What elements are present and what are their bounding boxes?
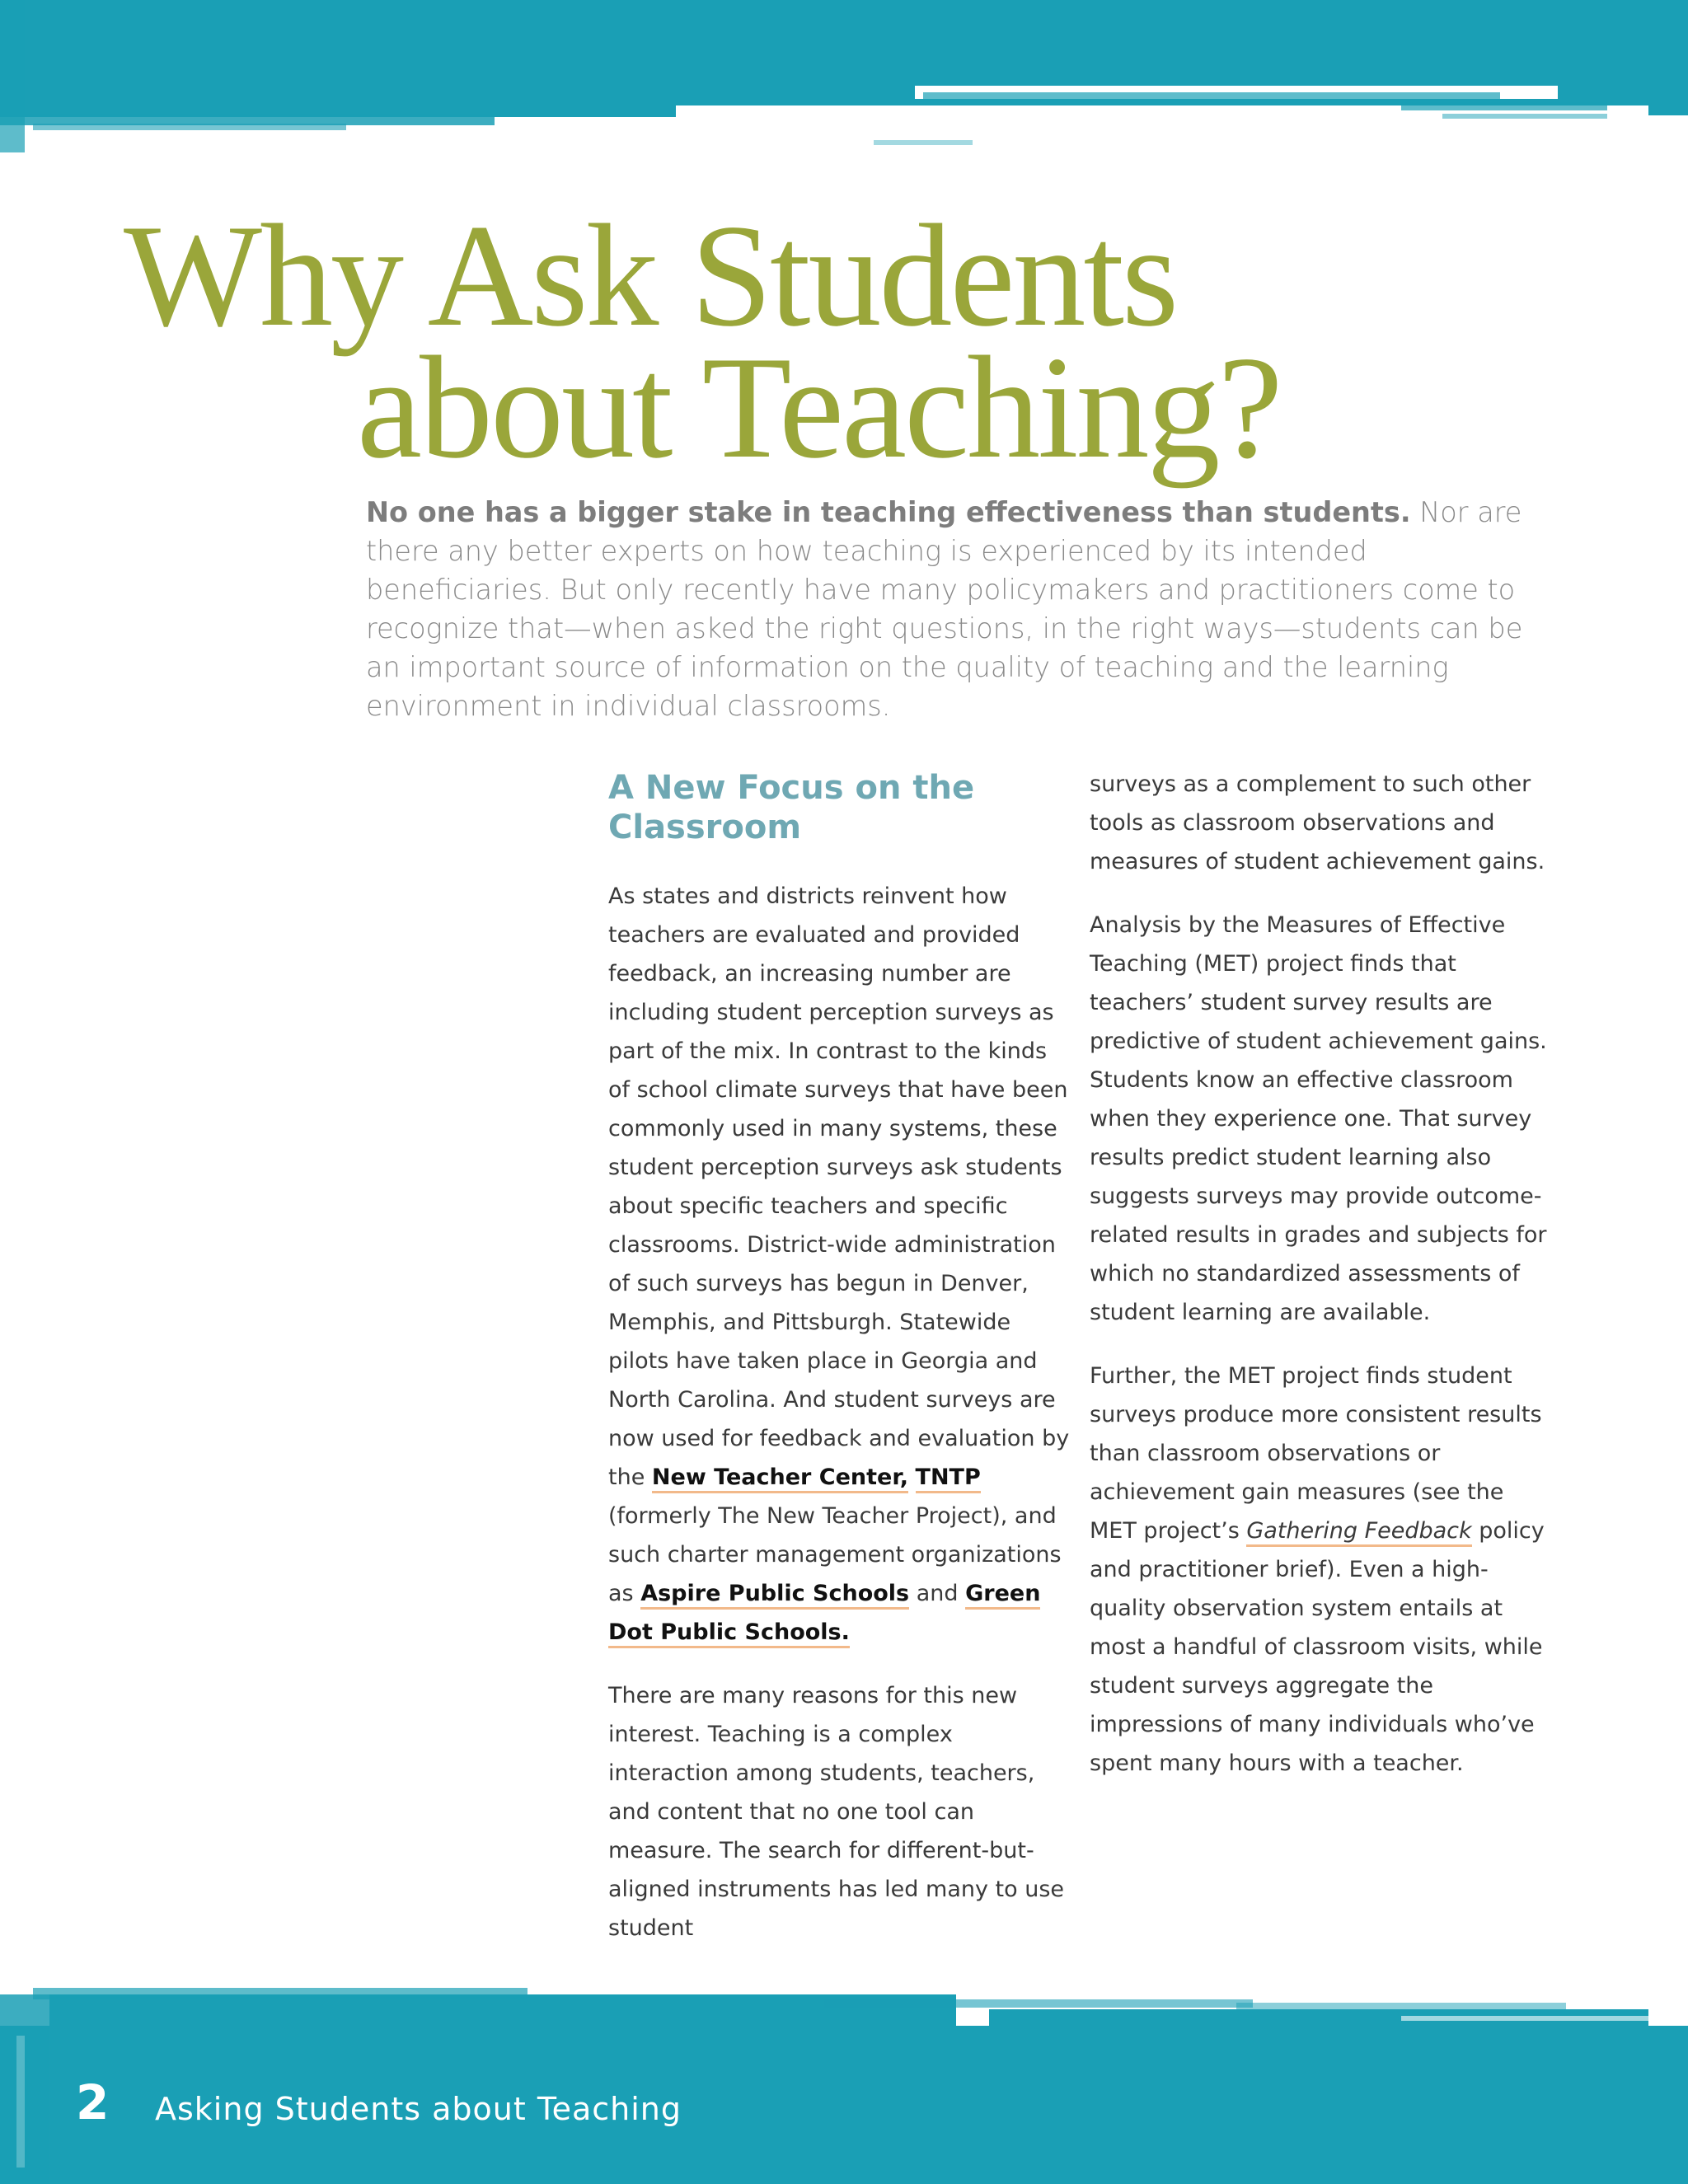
green-dot-public-schools-link[interactable]: Green Dot Public Schools. xyxy=(608,1581,1040,1648)
left-paragraph-2: There are many reasons for this new interest. Teaching is a complex interaction among students, teachers, and content that no one tool can measure. The search for different-but-aligned instruments has led many to use student xyxy=(608,1683,1065,1941)
intro-text: Nor are there any better experts on how teaching is experienced by its intended beneficiaries. But only recently have many policymakers and practitioners come to recognize that—when asked the right questions, in the right ways—students can be an important source of information on the quality of teaching and the learning environment in individual classrooms. xyxy=(366,496,1523,722)
running-title: Asking Students about Teaching xyxy=(155,2091,682,2127)
left-p1-text-a: As states and districts reinvent how teachers are evaluated and provided feedback, an increasing number are including student perception surveys as part of the mix. In contrast to the kinds of school climate surveys that have been commonly used in many systems, these student perception surveys ask students about specific teachers and specific classrooms. District-wide administration of such surveys has begun in Denver, Memphis, and Pittsburgh. Statewide pilots have taken place in Georgia and North Carolina. And student surveys are now used for feedback and evaluation by the xyxy=(608,883,1070,1490)
headline-line-1: Why Ask Students xyxy=(124,194,1177,357)
bottom-brush-band xyxy=(0,1970,1688,2184)
left-p1-text-b xyxy=(908,1465,916,1490)
right-p3-text-b: policy and practitioner brief). Even a high-quality observation system entails at most a handful of classroom visits, while student surveys aggregate the impressions of many individuals who’ve spent many hours with a teacher. xyxy=(1090,1518,1545,1776)
top-brush-band xyxy=(0,0,1688,165)
aspire-public-schools-link[interactable]: Aspire Public Schools xyxy=(640,1581,909,1610)
right-paragraph-3 xyxy=(1090,1357,1551,1783)
headline-line-2: about Teaching? xyxy=(357,326,1281,489)
left-p1-text-c: (formerly The New Teacher Project), and such charter management organizations as xyxy=(608,1503,1062,1606)
left-column xyxy=(608,877,1070,1972)
right-paragraph-1: surveys as a complement to such other tools as classroom observations and measures of student achievement gains. xyxy=(1090,771,1545,874)
left-paragraph-1 xyxy=(608,877,1070,1652)
intro-paragraph xyxy=(366,493,1536,725)
right-paragraph-2: Analysis by the Measures of Effective Teaching (MET) project finds that teachers’ student survey results are predictive of student achievement gains. Students know an effective classroom when they experience one. That survey results predict student learning also suggests surveys may provide outcome-related results in grades and subjects for which no standardized assessments of student learning are available. xyxy=(1090,912,1547,1325)
new-teacher-center-link[interactable]: New Teacher Center, xyxy=(652,1465,908,1493)
gathering-feedback-link[interactable]: Gathering Feedback xyxy=(1246,1518,1471,1547)
tntp-link[interactable]: TNTP xyxy=(916,1465,981,1493)
right-p3-text-a: Further, the MET project finds student surveys produce more consistent results than classroom observations or achievement gain measures (see the MET project’s xyxy=(1090,1363,1542,1544)
page-number: 2 xyxy=(76,2074,110,2130)
intro-lead: No one has a bigger stake in teaching effectiveness than students. xyxy=(366,496,1411,528)
right-column xyxy=(1090,765,1551,1807)
section-heading: A New Focus on the Classroom xyxy=(608,769,975,846)
left-p1-text-d: and xyxy=(909,1581,966,1606)
